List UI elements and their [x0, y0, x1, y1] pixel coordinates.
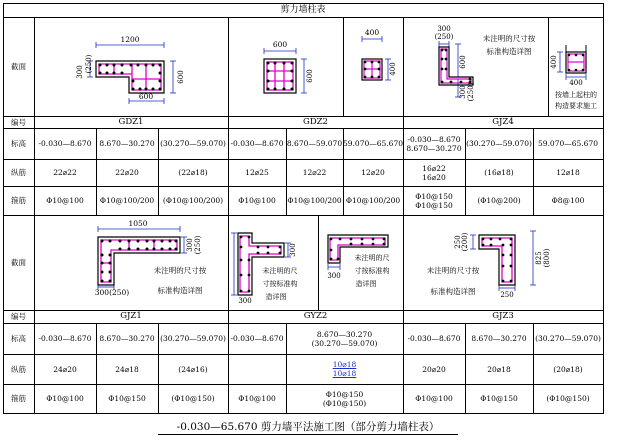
section-drawing-gyz2-alt: [318, 215, 403, 310]
section-drawing-gyz2: [228, 215, 318, 310]
stirrup-cell: Φ10@100/200: [287, 196, 342, 205]
longitudinal-rebar-cell: 16⌀22 16⌀20: [422, 163, 446, 182]
elevation-cell: (30.270—59.070): [160, 139, 226, 148]
row-label-stir: 箍筋: [11, 196, 26, 205]
elevation-cell: -0.030—8.670: [407, 334, 461, 343]
elevation-cell: -0.030—8.670: [230, 334, 284, 343]
longitudinal-rebar-cell: (16⌀18): [484, 168, 514, 177]
row-label-elev: 标高: [11, 139, 26, 148]
stirrup-cell: (Φ10@100/200): [162, 196, 224, 205]
elevation-cell: 8.670—30.270: [471, 334, 527, 343]
dim-label: (800): [543, 248, 551, 268]
note-text: 造详图: [355, 280, 377, 288]
section-drawing-gdz2: [228, 17, 343, 116]
elevation-cell: 8.670—30.270 (30.270—59.070): [311, 329, 378, 348]
note-text: 构造要求施工: [555, 102, 597, 110]
row-label-id: 编号: [11, 117, 26, 127]
dim-label: 400: [364, 28, 380, 37]
dim-label: 600: [138, 92, 154, 101]
note-text: 造详图: [265, 293, 287, 301]
longitudinal-rebar-cell: 12⌀22: [302, 168, 327, 177]
section-drawing-gdz1: [34, 17, 228, 116]
longitudinal-rebar-cell: (24⌀16): [178, 364, 208, 374]
longitudinal-rebar-cell: 24⌀18: [115, 364, 139, 374]
longitudinal-rebar-cell: 10⌀18 10⌀18: [332, 360, 357, 378]
column-id: GJZ4: [492, 116, 514, 127]
stirrup-cell: (Φ10@150): [546, 394, 590, 403]
note-text: 按墙上起柱的: [555, 91, 597, 99]
dim-label: 300: [289, 243, 297, 257]
dim-label: 600: [177, 70, 185, 84]
dim-label: (250): [194, 235, 202, 255]
elevation-cell: 8.670—30.270: [99, 139, 155, 148]
section-drawing-gjz1: [34, 215, 228, 310]
longitudinal-rebar-cell: 22⌀20: [115, 168, 139, 177]
note-text: 寸按标准构: [354, 267, 390, 275]
section-drawing-gjz4: [403, 17, 548, 116]
elevation-cell: -0.030—8.670: [38, 334, 92, 343]
dim-label: 300: [327, 272, 341, 280]
dim-label: 300(250): [94, 288, 130, 297]
column-id: GJZ1: [120, 311, 142, 321]
stirrup-cell: Φ10@150 (Φ10@150): [322, 389, 367, 408]
dim-label: 600: [306, 69, 314, 83]
dim-label: 250: [500, 291, 514, 299]
section-drawing-gdz2-small: [343, 17, 403, 116]
stirrup-cell: Φ10@100/200: [345, 196, 401, 205]
stirrup-cell: Φ10@100: [46, 196, 84, 205]
elevation-cell: (30.270—59.070): [535, 334, 601, 343]
elevation-cell: 59.070—65.670: [343, 139, 403, 148]
dim-label: 300: [238, 297, 252, 305]
elevation-cell: -0.030—8.670 8.670—30.270: [406, 134, 462, 153]
row-label-long: 纵筋: [11, 168, 26, 177]
row-label-elev: 标高: [11, 334, 26, 343]
dim-label: 600: [459, 55, 467, 69]
table-title: 剪力墙柱表: [280, 4, 326, 15]
longitudinal-rebar-cell: 20⌀20: [422, 364, 446, 374]
note-text: 标准构造详图: [486, 47, 532, 56]
note-text: 寸按标准构: [262, 280, 298, 288]
stirrup-cell: Φ10@150 Φ10@150: [415, 191, 453, 210]
longitudinal-rebar-cell: (22⌀18): [178, 168, 208, 177]
note-text: 标准构造详图: [430, 287, 476, 296]
elevation-cell: 59.070—65.670: [538, 139, 598, 148]
elevation-cell: 8.670—59.070: [286, 139, 343, 148]
elevation-cell: 8.670—30.270: [99, 334, 155, 343]
dim-label: 300: [186, 238, 194, 252]
column-id: GDZ2: [303, 116, 328, 127]
dim-label: 400: [550, 55, 558, 69]
note-text: 标准构造详图: [157, 286, 203, 295]
section-drawing-gjz4-small: [548, 17, 603, 116]
elevation-cell: -0.030—8.670: [230, 139, 284, 148]
note-text: 未注明的尺: [262, 267, 298, 275]
stirrup-cell: Φ10@150: [108, 394, 146, 403]
stirrup-cell: Φ8@100: [551, 196, 585, 205]
elevation-cell: -0.030—8.670: [38, 139, 92, 148]
elevation-cell: (30.270—59.070): [466, 139, 532, 148]
dim-label: 250: [454, 235, 462, 249]
stirrup-cell: Φ10@100: [46, 394, 84, 403]
dim-label: 1200: [120, 35, 140, 44]
elevation-cell: (30.270—59.070): [160, 334, 226, 343]
longitudinal-rebar-cell: 22⌀22: [53, 168, 77, 177]
longitudinal-rebar-cell: 12⌀18: [556, 168, 580, 177]
dim-label: 300: [76, 65, 84, 79]
dim-label: 1050: [128, 219, 148, 228]
dim-label: (250): [434, 33, 454, 41]
stirrup-cell: Φ10@100: [238, 196, 276, 205]
stirrup-cell: Φ10@100: [238, 394, 276, 403]
note-text: 未注明的尺寸按: [153, 266, 207, 275]
note-text: 未注明的尺: [354, 254, 390, 262]
rule: [603, 3, 604, 414]
longitudinal-rebar-cell: 12⌀25: [245, 168, 269, 177]
row-label-id: 编号: [11, 312, 26, 321]
column-id: GJZ3: [492, 311, 514, 321]
longitudinal-rebar-cell: 20⌀18: [487, 364, 511, 374]
longitudinal-rebar-cell: 24⌀20: [53, 364, 77, 374]
row-label-section: 截面: [11, 62, 26, 71]
longitudinal-rebar-cell: 12⌀20: [361, 168, 385, 177]
row-label-section: 截面: [11, 258, 26, 267]
stirrup-cell: Φ10@100/200: [99, 196, 155, 205]
rule: [3, 413, 603, 414]
dim-label: 825: [535, 251, 543, 265]
longitudinal-rebar-cell: (20⌀18): [553, 364, 583, 374]
row-label-stir: 箍筋: [11, 394, 26, 403]
section-drawing-gjz3: [403, 215, 603, 310]
dim-label: 400: [569, 79, 583, 87]
column-id: GYZ2: [303, 311, 328, 321]
stirrup-cell: Φ10@100: [415, 394, 453, 403]
dim-label: 300: [437, 25, 451, 33]
dim-label: (250): [467, 82, 475, 102]
longitudinal-rebar-cell: [228, 354, 286, 384]
dim-label: 300: [459, 85, 467, 99]
note-text: 未注明的尺寸按: [482, 34, 536, 43]
dim-label: 600: [272, 40, 288, 49]
dim-label: 400: [389, 62, 397, 76]
dim-label: (250): [85, 54, 93, 74]
drawing-caption: -0.030—65.670 剪力墙平法施工图（部分剪力墙柱表）: [158, 421, 458, 435]
stirrup-cell: Φ10@150: [480, 394, 518, 403]
stirrup-cell: (Φ10@200): [477, 196, 521, 205]
column-id: GDZ1: [118, 116, 144, 127]
dim-label: (200): [461, 232, 469, 252]
note-text: 未注明的尺寸按: [426, 266, 480, 275]
stirrup-cell: (Φ10@150): [171, 394, 215, 403]
row-label-long: 纵筋: [11, 364, 26, 374]
